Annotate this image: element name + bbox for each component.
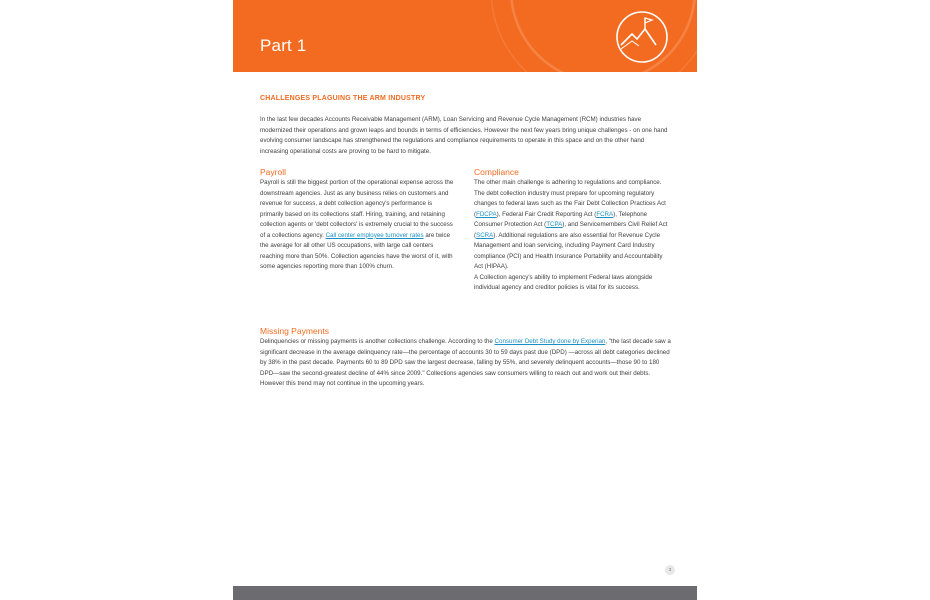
scra-link[interactable]: SCRA <box>476 231 494 239</box>
section-heading: CHALLENGES PLAGUING THE ARM INDUSTRY <box>260 95 426 102</box>
missing-payments-heading: Missing Payments <box>260 326 329 336</box>
intro-paragraph <box>260 115 672 157</box>
tcpa-link[interactable]: TCPA <box>546 221 563 228</box>
missing-payments-section <box>260 326 672 390</box>
payroll-text-2: are twice the average for all other US occupations, with large call centers reaching more than 50%. Collection agencies have the worst of it, with some agencies reporting more than 100% churn. <box>260 231 453 270</box>
compliance-text-5: ). Additional regulations are also essential for Revenue Cycle Management and loan servicing, including Payment Card Industry compliance (PCI) and Health Insurance Portability and Accountability Act (HIPAA). <box>474 231 663 270</box>
experian-study-link[interactable]: Consumer Debt Study done by Experian <box>494 338 606 345</box>
payroll-text-1: Payroll is still the biggest portion of the operational expense across the downstream agencies. Just as any business relies on customers and revenue for success, a debt collection agency's performance is primarily based on its collections staff. Hiring, training, and retaining collection agents or 'debt collectors' is extremely crucial to the success of a collections agency. <box>260 179 454 239</box>
compliance-closing: A Collection agency's ability to implement Federal laws alongside individual agency and creditor policies is vital for its success. <box>474 273 653 291</box>
compliance-text-4: ), and Servicemembers Civil Relief Act ( <box>474 221 668 239</box>
payroll-heading: Payroll <box>260 167 286 177</box>
fcra-link[interactable]: FCRA <box>596 210 614 218</box>
page-content <box>233 0 697 600</box>
missing-payments-paragraph <box>260 337 672 390</box>
intro-text: In the last few decades Accounts Receivable Management (ARM), Loan Servicing and Revenue Cycle Management (RCM) industries have modernized their operations and grown leaps and bounds in terms of efficiencies. However the next few years bring unique challenges - on one hand evolving consumer landscape has strengthened the regulations and compliance requirements to operate in this space and on the other hand increasing operational costs are proving to be hard to mitigate. <box>260 116 668 155</box>
fdcpa-link[interactable]: FDCPA <box>476 210 497 218</box>
payroll-column <box>260 167 456 273</box>
turnover-rates-link[interactable]: Call center employee turnover rates <box>325 231 424 239</box>
compliance-text-2: ), Federal Fair Credit Reporting Act ( <box>496 210 597 218</box>
missing-text-2: , "the last decade saw a significant decrease in the average delinquency rate—the percentage of accounts 30 to 59 days past due (DPD) —across all debt categories declined by 38% in the past decade. Payments 60 to 89 DPD saw the largest decrease, falling by 55%, and severely delinquent accounts—those 90 to 180 DPD—saw the second-greatest decline of 44% since 2009." Collections agencies saw consumers willing to reach out and work out their debts. However this trend may not continue in the upcoming years. <box>260 338 671 387</box>
compliance-text-3: ), Telephone Consumer Protection Act ( <box>474 210 648 228</box>
compliance-column <box>474 167 670 294</box>
compliance-paragraph <box>474 178 670 273</box>
compliance-text-1: The other main challenge is adhering to regulations and compliance. The debt collection industry must prepare for upcoming regulatory changes to federal laws such as the Fair Debt Collection Practices Act ( <box>474 179 666 218</box>
page-number: 3 <box>665 565 675 575</box>
payroll-paragraph <box>260 178 456 273</box>
footer-bar <box>233 586 697 600</box>
missing-text-1: Delinquencies or missing payments is another collections challenge. According to the <box>260 338 495 345</box>
part-title: Part 1 <box>260 36 307 55</box>
compliance-heading: Compliance <box>474 167 519 177</box>
